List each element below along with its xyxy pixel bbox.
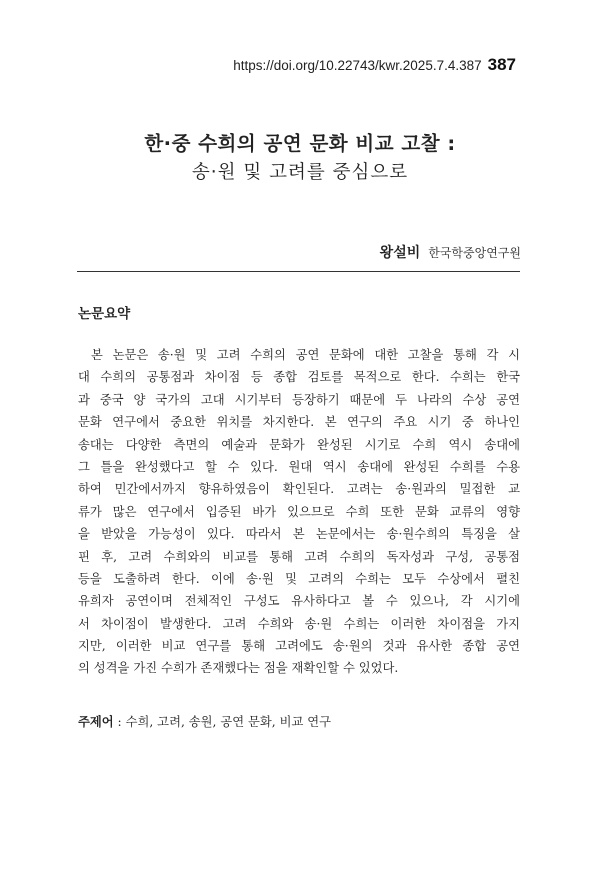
page-header bbox=[233, 55, 516, 75]
page-number: 387 bbox=[487, 55, 516, 74]
author-affiliation: 한국학중앙연구원 bbox=[428, 246, 521, 260]
keywords bbox=[78, 712, 331, 730]
keywords-label: 주제어 bbox=[78, 715, 114, 729]
abstract-line: 송대는 다양한 측면의 예술과 문화가 완성된 시기로 수희 역시 송대에 bbox=[78, 437, 520, 452]
abstract-line: 유희자 공연이며 전체적인 구성도 유사하다고 볼 수 있으나, 각 시기에 bbox=[78, 594, 520, 609]
abstract-line: 과 중국 양 국가의 고대 시기부터 등장하기 때문에 두 나라의 수상 공연 bbox=[78, 392, 520, 407]
keywords-list: 수희, 고려, 송원, 공연 문화, 비교 연구 bbox=[125, 715, 332, 729]
abstract-line: 지만, 이러한 비교 연구를 통해 고려에도 송·원의 것과 유사한 종합 공연 bbox=[78, 639, 520, 654]
abstract-line: 등을 도출하려 한다. 이에 송·원 및 고려의 수희는 모두 수상에서 펼친 bbox=[78, 571, 520, 586]
abstract-line: 대 수희의 공통점과 차이점 등 종합 검토를 목적으로 한다. 수희는 한국 bbox=[78, 370, 520, 385]
abstract-line: 문화 연구에서 중요한 위치를 차지한다. 본 연구의 주요 시기 중 하나인 bbox=[78, 415, 520, 430]
keywords-separator: : bbox=[113, 715, 126, 729]
abstract-body bbox=[78, 344, 520, 680]
abstract-line: 그 틀을 완성했다고 할 수 있다. 원대 역시 송대에 완성된 수희를 수용 bbox=[78, 459, 520, 474]
abstract-line: 서 차이점이 발생한다. 고려 수희와 송·원 수희는 이러한 차이점을 가지 bbox=[78, 616, 520, 631]
abstract-line: 류가 많은 연구에서 입증된 바가 있으므로 수희 또한 문화 교류의 영향 bbox=[78, 504, 520, 519]
author-line bbox=[380, 242, 521, 262]
abstract-line: 본 논문은 송·원 및 고려 수희의 공연 문화에 대한 고찰을 통해 각 시 bbox=[91, 348, 520, 362]
abstract-line: 을 받았을 가능성이 있다. 따라서 본 논문에서는 송·원수희의 특징을 살 bbox=[78, 527, 520, 542]
abstract-line: 핀 후, 고려 수희와의 비교를 통해 고려 수희의 독자성과 구성, 공통점 bbox=[78, 549, 520, 564]
abstract-line: 의 성격을 가진 수희가 존재했다는 점을 재확인할 수 있었다. bbox=[78, 661, 399, 676]
abstract-line: 하여 민간에서까지 향유하였음이 확인된다. 고려는 송·원과의 밀접한 교 bbox=[78, 482, 520, 497]
article-subtitle: 송·원 및 고려를 중심으로 bbox=[191, 162, 409, 183]
author-name: 왕설비 bbox=[379, 245, 421, 261]
article-title: 한·중 수희의 공연 문화 비교 고찰 : bbox=[144, 132, 456, 155]
abstract-heading: 논문요약 bbox=[78, 306, 131, 322]
header-divider bbox=[77, 271, 520, 272]
doi-link[interactable]: https://doi.org/10.22743/kwr.2025.7.4.387 bbox=[233, 58, 482, 73]
